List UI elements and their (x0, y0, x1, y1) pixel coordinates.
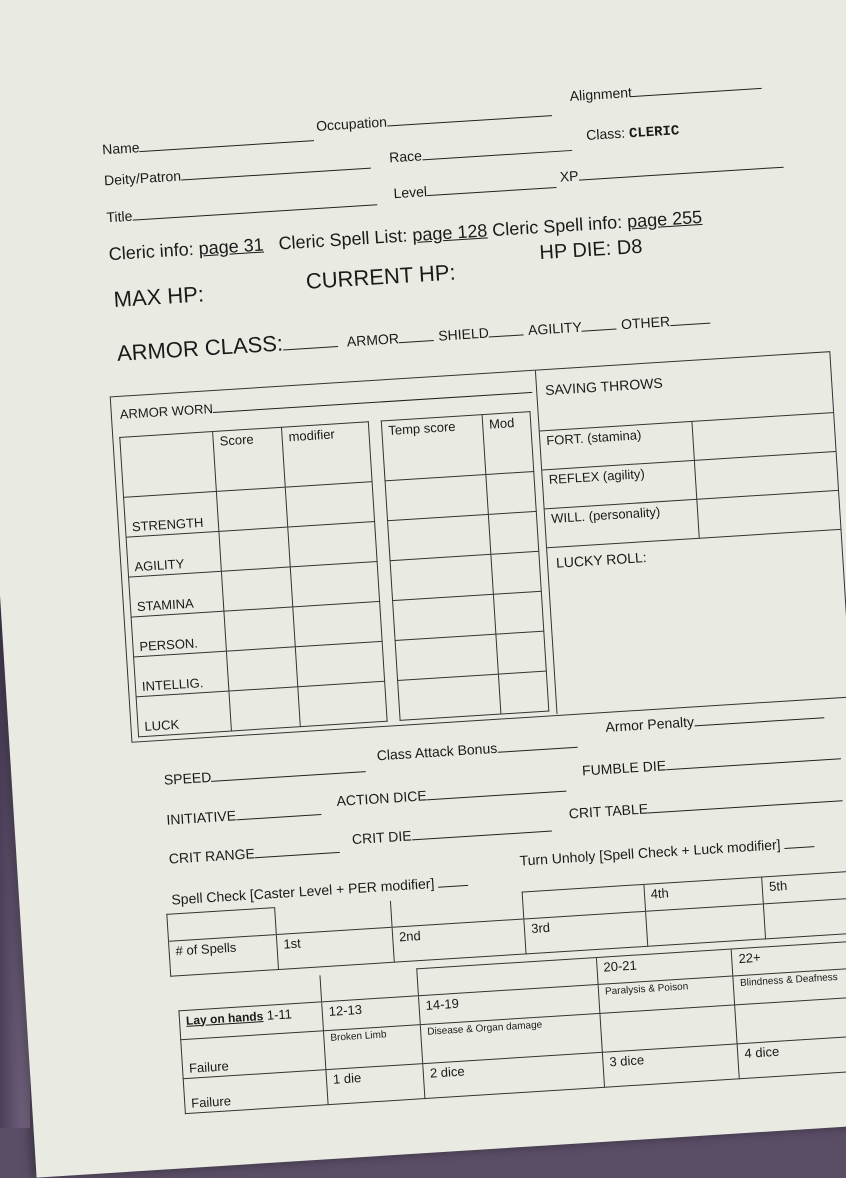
saving-throws-title: SAVING THROWS (544, 374, 664, 399)
class-field (586, 121, 680, 145)
abilities-box (110, 351, 846, 743)
crit-die-field[interactable] (351, 819, 551, 848)
name-field[interactable] (102, 128, 315, 157)
loh-range-12-13: 12-13 (322, 995, 421, 1030)
level-label: Level (392, 183, 428, 202)
loh-effect-paralysis: Paralysis & Poison (598, 975, 735, 1012)
crit-range-field[interactable] (168, 840, 340, 867)
loh-range-20-21: 20-21 (596, 949, 733, 984)
race-label: Race (388, 147, 423, 166)
ability-corner (120, 432, 217, 498)
luck-label: LUCK (136, 691, 231, 737)
temp-mod-cell[interactable] (491, 551, 542, 594)
saving-throws-panel (535, 352, 846, 714)
spell-level-3rd[interactable]: 3rd (524, 911, 647, 954)
loh-effect-broken-limb: Broken Limb (323, 1024, 422, 1069)
speed-label: SPEED (163, 768, 212, 788)
temp-score-cell[interactable] (385, 475, 488, 521)
loh-dice-2: 2 dice (423, 1052, 605, 1098)
strength-modifier[interactable] (285, 482, 374, 527)
temp-score-header: Temp score (381, 415, 485, 481)
intelligence-score[interactable] (226, 647, 297, 691)
personality-score[interactable] (224, 607, 295, 651)
class-attack-field[interactable] (376, 735, 577, 764)
strength-score[interactable] (216, 487, 287, 531)
cleric-info-page-link[interactable]: page 31 (198, 234, 265, 259)
deity-field[interactable] (104, 156, 372, 189)
stamina-score[interactable] (221, 567, 292, 611)
action-dice-label: ACTION DICE (336, 787, 428, 809)
ability-scores-table (119, 421, 387, 737)
max-hp-label: MAX HP: (112, 281, 205, 312)
crit-die-label: CRIT DIE (351, 827, 412, 848)
hp-die-label: HP DIE: D8 (538, 235, 644, 265)
other-mod-label: OTHER (620, 313, 671, 333)
temp-scores-table (381, 411, 550, 721)
temp-mod-cell[interactable] (496, 631, 547, 674)
reflex-save-label: REFLEX (agility) (542, 460, 697, 508)
class-attack-label: Class Attack Bonus (376, 739, 498, 764)
intelligence-label: INTELLIG. (134, 651, 229, 697)
armor-penalty-label: Armor Penalty (604, 713, 695, 735)
fumble-die-label: FUMBLE DIE (581, 757, 667, 779)
class-value: CLERIC (628, 123, 680, 143)
loh-failure-label: Failure (181, 1030, 326, 1078)
deity-label: Deity/Patron (103, 167, 182, 189)
crit-range-label: CRIT RANGE (168, 845, 256, 867)
armor-class-row (116, 304, 710, 367)
stamina-label: STAMINA (129, 571, 224, 617)
spell-info-page-link[interactable]: page 255 (626, 206, 703, 232)
temp-score-cell[interactable] (388, 514, 491, 560)
spell-info-label: Cleric Spell info: (491, 211, 623, 241)
strength-label: STRENGTH (124, 491, 219, 537)
name-label: Name (101, 139, 140, 158)
temp-score-cell[interactable] (390, 554, 493, 600)
title-field[interactable] (106, 192, 377, 225)
spell-level-5th: 5th (762, 870, 846, 904)
loh-effect-blindness: Blindness & Deafness (733, 966, 846, 1005)
initiative-label: INITIATIVE (165, 807, 237, 828)
xp-label: XP (559, 167, 579, 185)
loh-effect-disease: Disease & Organ damage (420, 1013, 602, 1063)
armor-worn-label: ARMOR WORN (119, 401, 214, 422)
action-dice-field[interactable] (336, 779, 567, 809)
occupation-label: Occupation (315, 113, 388, 134)
agility-score[interactable] (219, 527, 290, 571)
temp-score-cell[interactable] (398, 674, 501, 720)
loh-range-22-plus: 22+ (731, 939, 846, 975)
will-save-label: WILL. (personality) (545, 499, 700, 547)
turn-unholy-label: Turn Unholy [Spell Check + Luck modifier] (519, 836, 781, 869)
luck-score[interactable] (229, 687, 300, 731)
loh-failure-label-2: Failure (183, 1069, 328, 1113)
spell-level-2nd[interactable]: 2nd (392, 919, 526, 962)
agility-modifier[interactable] (288, 522, 377, 567)
modifier-header: modifier (281, 422, 372, 487)
spell-list-label: Cleric Spell List: (277, 225, 408, 254)
spell-level-1st[interactable]: 1st (276, 927, 394, 969)
spell-level-4th: 4th (644, 877, 764, 911)
stamina-modifier[interactable] (290, 561, 379, 606)
temp-score-cell[interactable] (393, 594, 496, 640)
fort-save-label: FORT. (stamina) (540, 421, 695, 469)
intelligence-modifier[interactable] (295, 641, 384, 686)
turn-unholy-field[interactable] (519, 834, 815, 869)
loh-dice-1: 1 die (326, 1063, 425, 1104)
armor-label: ARMOR (346, 330, 400, 350)
saving-throws-table (540, 412, 841, 548)
fumble-die-field[interactable] (582, 746, 842, 778)
temp-score-cell[interactable] (395, 634, 498, 680)
temp-mod-cell[interactable] (486, 471, 537, 514)
crit-table-field[interactable] (568, 788, 843, 821)
current-hp-label: CURRENT HP: (305, 259, 457, 294)
temp-mod-cell[interactable] (488, 511, 539, 554)
spell-level-5th-value[interactable] (764, 896, 846, 938)
score-header: Score (213, 427, 286, 491)
temp-mod-cell[interactable] (493, 591, 544, 634)
armor-class-label: ARMOR CLASS: (116, 330, 284, 366)
personality-label: PERSON. (131, 611, 226, 657)
spell-check-label: Spell Check [Caster Level + PER modifier] (170, 875, 435, 908)
level-field[interactable] (393, 175, 557, 201)
luck-modifier[interactable] (298, 681, 387, 726)
occupation-field[interactable] (316, 103, 552, 134)
shield-label: SHIELD (437, 324, 490, 344)
initiative-field[interactable] (166, 802, 321, 828)
loh-dice-4: 4 dice (737, 1034, 846, 1079)
agility-mod-label: AGILITY (527, 318, 583, 339)
alignment-field[interactable] (569, 76, 762, 104)
num-spells-label: # of Spells (169, 935, 279, 977)
loh-range-1-11: 1-11 (266, 1005, 293, 1023)
personality-modifier[interactable] (293, 601, 382, 646)
lay-on-hands-title: Lay on hands (185, 1008, 264, 1028)
title-label: Title (105, 207, 133, 226)
spell-level-4th-value[interactable] (645, 904, 766, 946)
crit-table-label: CRIT TABLE (568, 800, 649, 822)
agility-label: AGILITY (126, 531, 221, 577)
spell-list-page-link[interactable]: page 128 (411, 220, 488, 246)
alignment-label: Alignment (569, 84, 633, 104)
cleric-info-label: Cleric info: (108, 238, 195, 265)
loh-dice-3: 3 dice (602, 1043, 739, 1086)
class-label: Class: (585, 124, 626, 144)
temp-mod-header: Mod (482, 412, 534, 475)
temp-mod-cell[interactable] (498, 671, 549, 714)
xp-field[interactable] (559, 155, 783, 185)
lucky-roll-label: LUCKY ROLL: (555, 549, 648, 571)
speed-field[interactable] (163, 759, 366, 788)
loh-range-14-19: 14-19 (419, 984, 600, 1024)
race-field[interactable] (389, 138, 572, 165)
will-save-value[interactable] (697, 490, 841, 538)
